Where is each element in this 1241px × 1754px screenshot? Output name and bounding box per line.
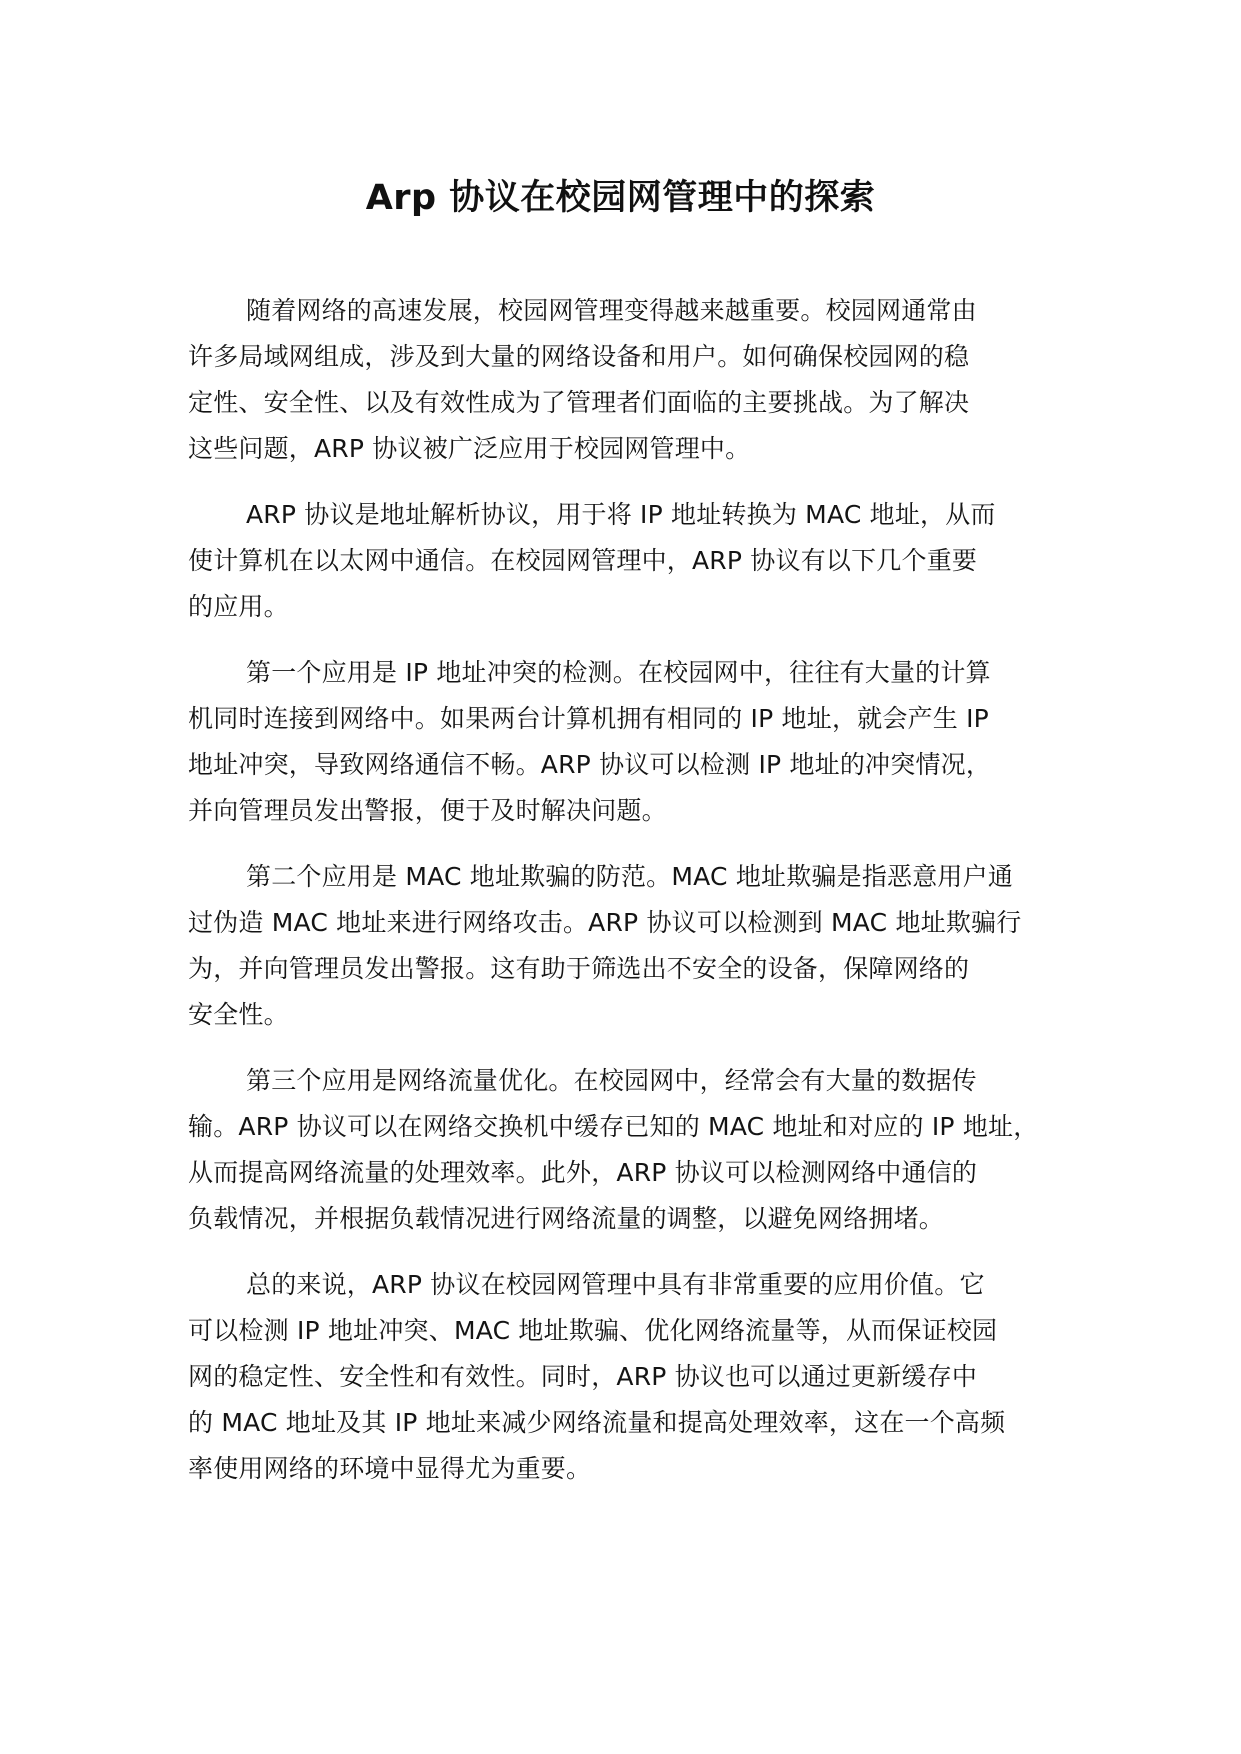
paragraph-line: 的 MAC 地址及其 IP 地址来减少网络流量和提高处理效率，这在一个高频 <box>188 1408 1006 1437</box>
paragraph-line: 第一个应用是 IP 地址冲突的检测。在校园网中，往往有大量的计算 <box>246 658 991 687</box>
paragraph-mac-spoofing <box>188 854 1088 1038</box>
paragraph-line: 许多局域网组成，涉及到大量的网络设备和用户。如何确保校园网的稳 <box>188 342 970 371</box>
paragraph-intro <box>188 288 1088 472</box>
paragraph-line: 从而提高网络流量的处理效率。此外，ARP 协议可以检测网络中通信的 <box>188 1158 978 1187</box>
paragraph-line: 并向管理员发出警报，便于及时解决问题。 <box>188 796 667 825</box>
document-title: Arp 协议在校园网管理中的探索 <box>365 178 876 218</box>
paragraph-traffic-optimization <box>188 1058 1088 1242</box>
paragraph-line: 地址冲突，导致网络通信不畅。ARP 协议可以检测 IP 地址的冲突情况， <box>188 750 992 779</box>
paragraph-line: 输。ARP 协议可以在网络交换机中缓存已知的 MAC 地址和对应的 IP 地址， <box>188 1112 1039 1141</box>
paragraph-ip-conflict <box>188 650 1088 834</box>
paragraph-line: 安全性。 <box>188 1000 289 1029</box>
paragraph-line: 率使用网络的环境中显得尤为重要。 <box>188 1454 592 1483</box>
paragraph-line: 为，并向管理员发出警报。这有助于筛选出不安全的设备，保障网络的 <box>188 954 970 983</box>
paragraph-line: 机同时连接到网络中。如果两台计算机拥有相同的 IP 地址，就会产生 IP <box>188 704 989 733</box>
paragraph-line: 总的来说，ARP 协议在校园网管理中具有非常重要的应用价值。它 <box>246 1270 985 1299</box>
paragraph-line: 定性、安全性、以及有效性成为了管理者们面临的主要挑战。为了解决 <box>188 388 970 417</box>
paragraph-line: 第二个应用是 MAC 地址欺骗的防范。MAC 地址欺骗是指恶意用户通 <box>246 862 1014 891</box>
paragraph-line: 网的稳定性、安全性和有效性。同时，ARP 协议也可以通过更新缓存中 <box>188 1362 978 1391</box>
paragraph-line: 第三个应用是网络流量优化。在校园网中，经常会有大量的数据传 <box>246 1066 977 1095</box>
paragraph-line: 这些问题，ARP 协议被广泛应用于校园网管理中。 <box>188 434 751 463</box>
document-body <box>188 288 1088 1512</box>
paragraph-arp-definition <box>188 492 1088 630</box>
paragraph-line: 的应用。 <box>188 592 289 621</box>
paragraph-line: 使计算机在以太网中通信。在校园网管理中，ARP 协议有以下几个重要 <box>188 546 978 575</box>
paragraph-line: ARP 协议是地址解析协议，用于将 IP 地址转换为 MAC 地址，从而 <box>246 500 996 529</box>
paragraph-line: 可以检测 IP 地址冲突、MAC 地址欺骗、优化网络流量等，从而保证校园 <box>188 1316 998 1345</box>
paragraph-line: 随着网络的高速发展，校园网管理变得越来越重要。校园网通常由 <box>246 296 977 325</box>
paragraph-line: 过伪造 MAC 地址来进行网络攻击。ARP 协议可以检测到 MAC 地址欺骗行 <box>188 908 1022 937</box>
paragraph-line: 负载情况，并根据负载情况进行网络流量的调整，以避免网络拥堵。 <box>188 1204 945 1233</box>
paragraph-conclusion <box>188 1262 1088 1492</box>
